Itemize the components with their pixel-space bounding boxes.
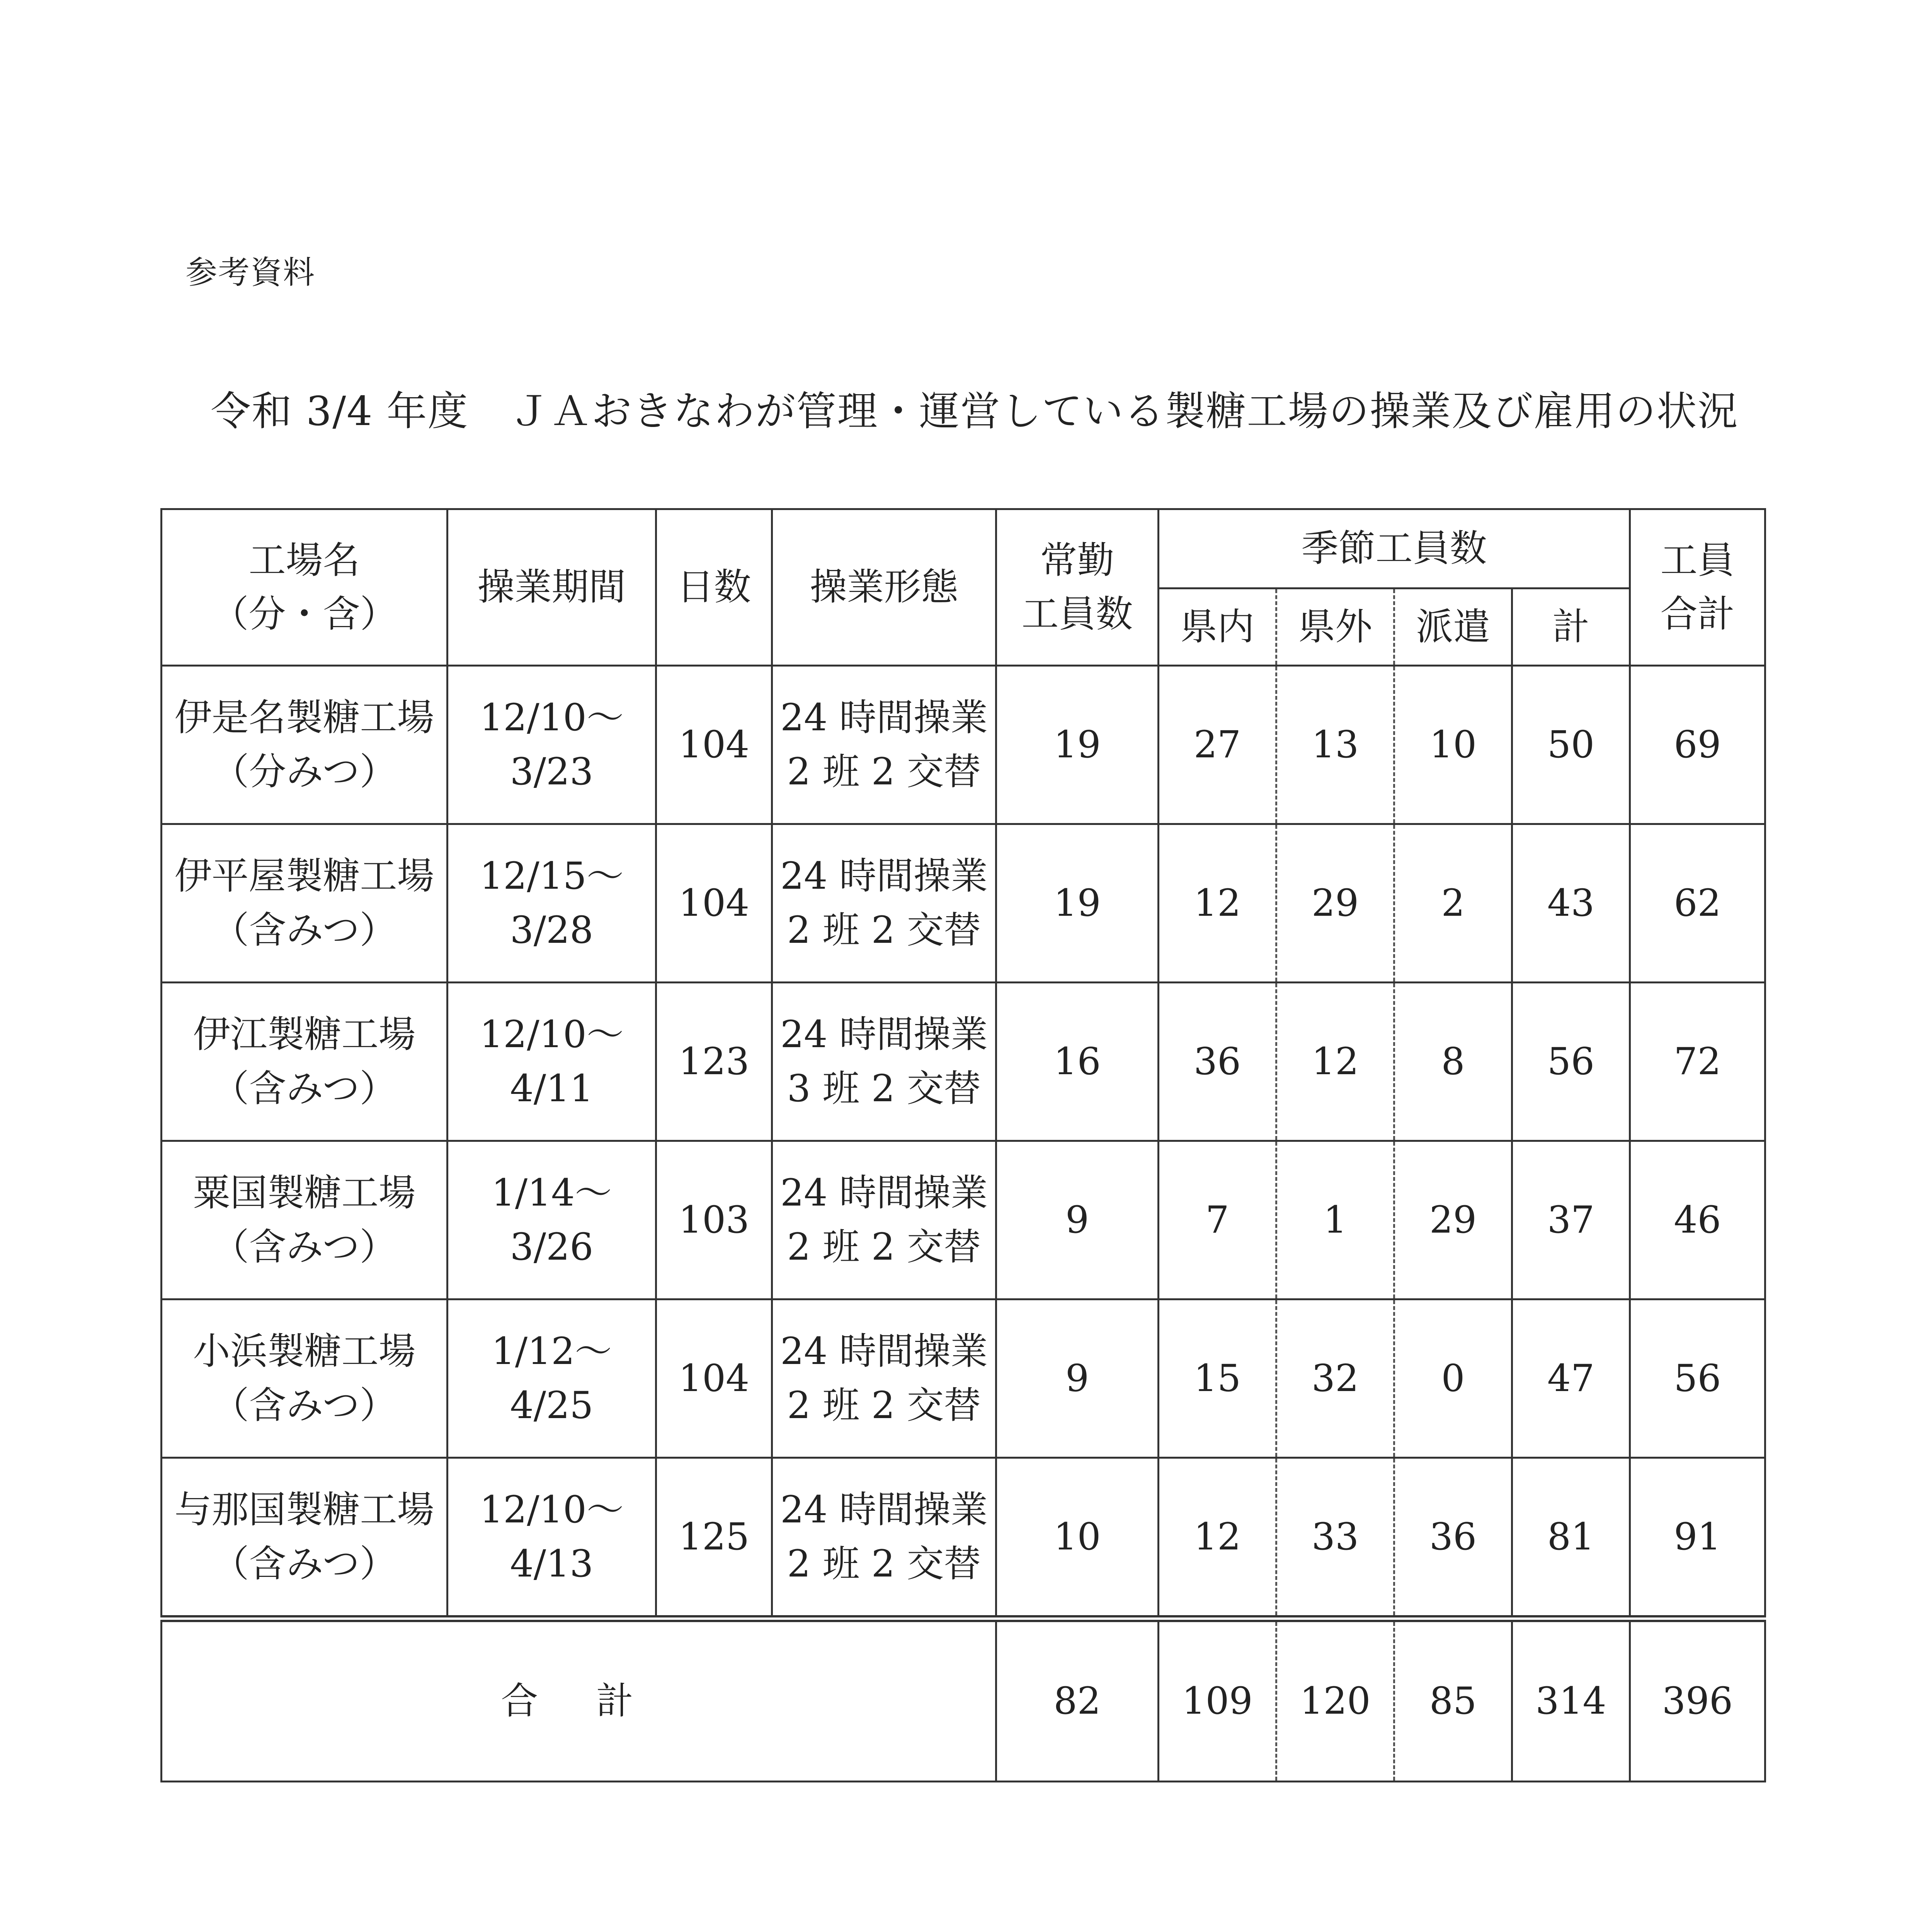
factory-type: （含みつ） [212, 1383, 397, 1427]
dispatch-cell: 8 [1394, 983, 1512, 1141]
factory-name-cell [162, 666, 448, 824]
period-start: 12/10～ [480, 696, 624, 740]
factory-name-cell [162, 1458, 448, 1619]
factory-type: （含みつ） [212, 1225, 397, 1269]
out-pref-cell: 32 [1276, 1299, 1394, 1458]
form-cell [772, 983, 996, 1141]
header-factory-line2: （分・含） [211, 592, 397, 636]
seasonal-total-cell: 47 [1512, 1299, 1630, 1458]
form-shifts: 2 班 2 交替 [787, 750, 981, 793]
totals-dispatch-cell: 85 [1394, 1619, 1512, 1782]
header-out-pref: 県外 [1276, 588, 1394, 666]
period-start: 12/10～ [480, 1013, 624, 1056]
header-total-line1: 工員 [1660, 538, 1735, 582]
days-cell: 123 [656, 983, 772, 1141]
header-total [1630, 509, 1765, 666]
dispatch-cell: 0 [1394, 1299, 1512, 1458]
factory-name-cell [162, 824, 448, 983]
out-pref-cell: 29 [1276, 824, 1394, 983]
days-cell: 103 [656, 1141, 772, 1299]
total-cell: 62 [1630, 824, 1765, 983]
totals-label: 合 計 [501, 1679, 657, 1723]
total-cell: 69 [1630, 666, 1765, 824]
dispatch-cell: 10 [1394, 666, 1512, 824]
table-row [162, 666, 1765, 824]
period-end: 4/25 [510, 1383, 594, 1427]
header-seasonal-total: 計 [1512, 588, 1630, 666]
period-cell [448, 983, 656, 1141]
factory-type: （含みつ） [212, 908, 397, 952]
factory-name-cell [162, 1299, 448, 1458]
factory-name-cell [162, 983, 448, 1141]
total-cell: 56 [1630, 1299, 1765, 1458]
regular-cell: 10 [996, 1458, 1159, 1619]
factory-name: 伊江製糖工場 [193, 1013, 416, 1056]
form-shifts: 2 班 2 交替 [787, 908, 981, 952]
table-row [162, 1141, 1765, 1299]
seasonal-total-cell: 56 [1512, 983, 1630, 1141]
period-end: 3/28 [510, 908, 594, 952]
totals-seasonal-total-cell: 314 [1512, 1619, 1630, 1782]
form-hours: 24 時間操業 [780, 1330, 988, 1373]
table-row [162, 983, 1765, 1141]
total-cell: 46 [1630, 1141, 1765, 1299]
header-days: 日数 [656, 509, 772, 666]
period-cell [448, 666, 656, 824]
regular-cell: 16 [996, 983, 1159, 1141]
period-end: 4/13 [510, 1542, 594, 1585]
table-row [162, 824, 1765, 983]
totals-row [162, 1619, 1765, 1782]
document-label: 参考資料 [185, 254, 316, 291]
form-cell [772, 666, 996, 824]
factory-type: （分みつ） [212, 750, 397, 793]
factory-type: （含みつ） [212, 1066, 397, 1110]
in-pref-cell: 15 [1159, 1299, 1276, 1458]
out-pref-cell: 33 [1276, 1458, 1394, 1619]
form-cell [772, 1458, 996, 1619]
totals-total-cell: 396 [1630, 1619, 1765, 1782]
period-end: 3/23 [510, 750, 594, 793]
totals-regular-cell: 82 [996, 1619, 1159, 1782]
days-cell: 125 [656, 1458, 772, 1619]
in-pref-cell: 7 [1159, 1141, 1276, 1299]
header-form: 操業形態 [772, 509, 996, 666]
total-cell: 72 [1630, 983, 1765, 1141]
form-hours: 24 時間操業 [780, 1488, 988, 1532]
dispatch-cell: 36 [1394, 1458, 1512, 1619]
period-start: 1/14～ [491, 1171, 612, 1215]
regular-cell: 9 [996, 1141, 1159, 1299]
in-pref-cell: 27 [1159, 666, 1276, 824]
out-pref-cell: 12 [1276, 983, 1394, 1141]
factory-name: 与那国製糖工場 [174, 1488, 434, 1532]
seasonal-total-cell: 43 [1512, 824, 1630, 983]
table-row [162, 1299, 1765, 1458]
in-pref-cell: 12 [1159, 1458, 1276, 1619]
header-in-pref: 県内 [1159, 588, 1276, 666]
header-regular-line2: 工員数 [1021, 592, 1133, 636]
header-seasonal: 季節工員数 [1159, 509, 1630, 588]
days-cell: 104 [656, 824, 772, 983]
header-factory-line1: 工場名 [248, 538, 360, 582]
period-cell [448, 824, 656, 983]
factory-name-cell [162, 1141, 448, 1299]
factory-name: 伊是名製糖工場 [174, 696, 434, 740]
days-cell: 104 [656, 666, 772, 824]
table-row [162, 1458, 1765, 1619]
form-cell [772, 824, 996, 983]
period-cell [448, 1458, 656, 1619]
form-cell [772, 1299, 996, 1458]
period-start: 1/12～ [491, 1330, 612, 1373]
dispatch-cell: 29 [1394, 1141, 1512, 1299]
factory-name: 粟国製糖工場 [193, 1171, 416, 1215]
form-shifts: 3 班 2 交替 [787, 1066, 981, 1110]
header-factory [162, 509, 448, 666]
header-regular [996, 509, 1159, 666]
form-hours: 24 時間操業 [780, 696, 988, 740]
period-start: 12/10～ [480, 1488, 624, 1532]
document-title: 令和 3/4 年度 ＪＡおきなわが管理・運営している製糖工場の操業及び雇用の状況 [211, 388, 1739, 435]
header-dispatch: 派遣 [1394, 588, 1512, 666]
out-pref-cell: 13 [1276, 666, 1394, 824]
form-hours: 24 時間操業 [780, 854, 988, 898]
seasonal-total-cell: 37 [1512, 1141, 1630, 1299]
factory-employment-table [160, 508, 1766, 1782]
period-end: 4/11 [510, 1066, 594, 1110]
form-cell [772, 1141, 996, 1299]
seasonal-total-cell: 50 [1512, 666, 1630, 824]
factory-name: 小浜製糖工場 [193, 1330, 416, 1373]
days-cell: 104 [656, 1299, 772, 1458]
totals-out-pref-cell: 120 [1276, 1619, 1394, 1782]
header-row [162, 509, 1765, 588]
form-shifts: 2 班 2 交替 [787, 1383, 981, 1427]
out-pref-cell: 1 [1276, 1141, 1394, 1299]
regular-cell: 9 [996, 1299, 1159, 1458]
period-end: 3/26 [510, 1225, 594, 1269]
regular-cell: 19 [996, 824, 1159, 983]
totals-in-pref-cell: 109 [1159, 1619, 1276, 1782]
header-total-line2: 合計 [1660, 592, 1735, 636]
totals-label-cell [162, 1619, 996, 1782]
form-hours: 24 時間操業 [780, 1013, 988, 1056]
factory-name: 伊平屋製糖工場 [174, 854, 434, 898]
header-period: 操業期間 [448, 509, 656, 666]
in-pref-cell: 12 [1159, 824, 1276, 983]
total-cell: 91 [1630, 1458, 1765, 1619]
form-hours: 24 時間操業 [780, 1171, 988, 1215]
period-cell [448, 1141, 656, 1299]
factory-type: （含みつ） [212, 1542, 397, 1585]
dispatch-cell: 2 [1394, 824, 1512, 983]
in-pref-cell: 36 [1159, 983, 1276, 1141]
regular-cell: 19 [996, 666, 1159, 824]
period-cell [448, 1299, 656, 1458]
form-shifts: 2 班 2 交替 [787, 1542, 981, 1585]
form-shifts: 2 班 2 交替 [787, 1225, 981, 1269]
seasonal-total-cell: 81 [1512, 1458, 1630, 1619]
header-regular-line1: 常勤 [1040, 538, 1115, 582]
period-start: 12/15～ [480, 854, 624, 898]
